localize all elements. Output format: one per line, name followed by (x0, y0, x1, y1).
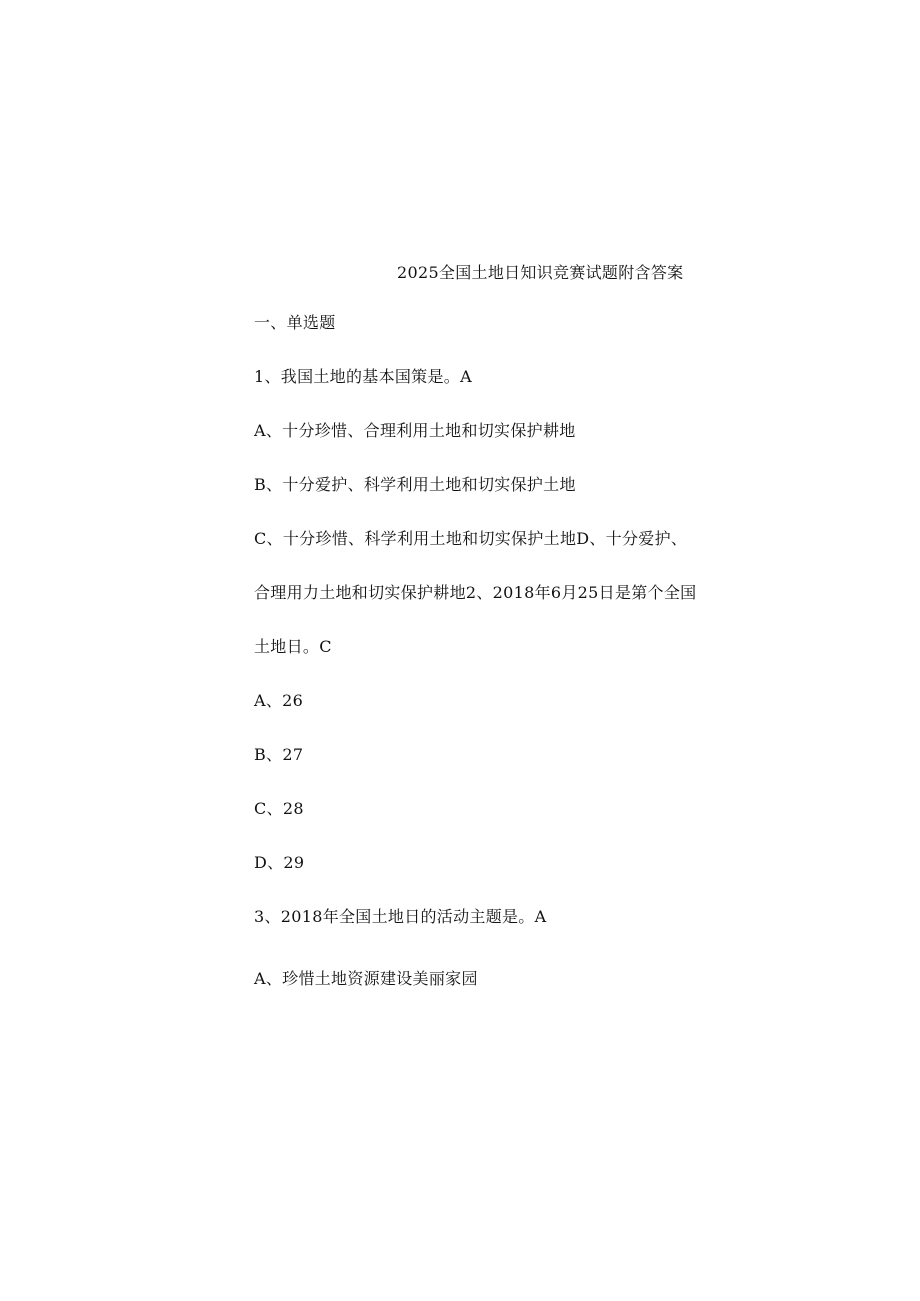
q2-option-b: B、27 (254, 745, 304, 764)
q1-option-a: A、十分珍惜、合理利用土地和切实保护耕地 (254, 421, 576, 440)
q1-option-c-d: C、十分珍惜、科学利用土地和切实保护土地D、十分爱护、 (254, 529, 688, 548)
question-1: 1、我国土地的基本国策是。A (254, 367, 472, 386)
q1-option-b: B、十分爱护、科学利用土地和切实保护土地 (254, 475, 576, 494)
q2-option-d: D、29 (254, 853, 305, 872)
question-2-end: 土地日。C (254, 637, 332, 656)
section-heading: 一、单选题 (254, 313, 336, 332)
q3-option-a: A、珍惜土地资源建设美丽家园 (254, 969, 478, 988)
q1-option-d-q2: 合理用力土地和切实保护耕地2、2018年6月25日是第个全国 (254, 583, 697, 602)
question-3: 3、2018年全国土地日的活动主题是。A (254, 907, 547, 926)
q2-option-c: C、28 (254, 799, 304, 818)
document-title: 2025全国土地日知识竞赛试题附含答案 (397, 263, 684, 282)
q2-option-a: A、26 (254, 691, 304, 710)
